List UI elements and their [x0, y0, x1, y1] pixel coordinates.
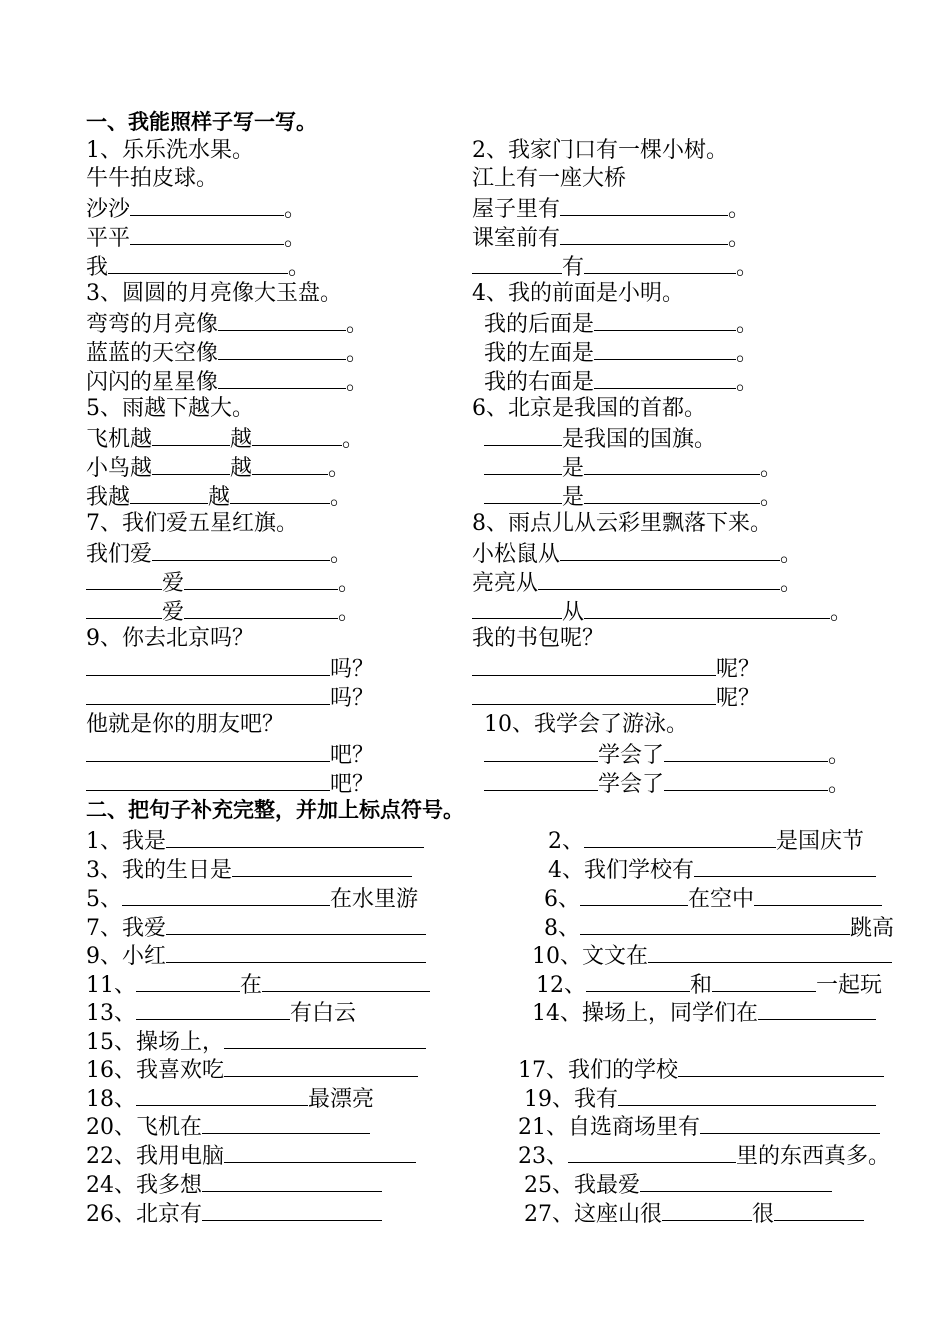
blank[interactable]: [230, 482, 330, 504]
item-7: 7、我爱: [86, 913, 426, 941]
item-27: 27、这座山很 很: [524, 1199, 864, 1227]
q4-title: 4、我的前面是小明。: [472, 281, 684, 306]
q5-row3: 我越 越 。: [86, 482, 352, 510]
blank[interactable]: [224, 1055, 418, 1077]
q1-row2: 平平 。: [86, 223, 306, 251]
blank[interactable]: [472, 597, 562, 619]
q2-row2: 课室前有 。: [472, 223, 750, 251]
blank[interactable]: [568, 1141, 736, 1163]
q1-row1: 沙沙 。: [86, 194, 306, 222]
blank[interactable]: [586, 970, 690, 992]
q5-row2: 小鸟越 越 。: [86, 453, 350, 481]
blank[interactable]: [86, 683, 330, 705]
blank[interactable]: [130, 482, 208, 504]
blank[interactable]: [224, 1141, 416, 1163]
blank[interactable]: [218, 338, 346, 360]
q10-row2: 学会了 。: [484, 769, 850, 797]
q2-row3: 有 。: [472, 252, 758, 280]
blank[interactable]: [136, 1084, 308, 1106]
blank[interactable]: [774, 1199, 864, 1221]
q5-row1: 飞机越 越 。: [86, 424, 364, 452]
q9c-row2: 吧？: [86, 769, 374, 797]
q6-title: 6、北京是我国的首都。: [472, 396, 706, 421]
q5-title: 5、雨越下越大。: [86, 396, 254, 421]
item-4: 4、我们学校有: [548, 855, 876, 883]
blank[interactable]: [86, 568, 162, 590]
blank[interactable]: [218, 367, 346, 389]
blank[interactable]: [130, 194, 284, 216]
blank[interactable]: [232, 855, 412, 877]
q7-row1: 我们爱 。: [86, 539, 352, 567]
q3-row3: 闪闪的星星像 。: [86, 367, 368, 395]
q7-row2: 爱 。: [86, 568, 360, 596]
item-22: 22、我用电脑: [86, 1141, 416, 1169]
blank[interactable]: [202, 1112, 370, 1134]
item-16: 16、我喜欢吃: [86, 1055, 418, 1083]
q2-example: 江上有一座大桥: [472, 166, 627, 191]
blank[interactable]: [648, 941, 892, 963]
blank[interactable]: [484, 740, 598, 762]
q9c-title: 他就是你的朋友吧？: [86, 712, 285, 737]
q2-title: 2、我家门口有一棵小树。: [472, 138, 728, 163]
blank[interactable]: [584, 252, 736, 274]
q1-title: 1、乐乐洗水果。: [86, 138, 254, 163]
blank[interactable]: [202, 1170, 382, 1192]
item-19: 19、我有: [524, 1084, 876, 1112]
blank[interactable]: [580, 884, 688, 906]
blank[interactable]: [152, 424, 230, 446]
q4-row3: 我的右面是 。: [484, 367, 758, 395]
q9-row2: 吗？: [86, 683, 374, 711]
blank[interactable]: [86, 740, 330, 762]
blank[interactable]: [584, 597, 830, 619]
q8-row2: 亮亮从 。: [472, 568, 802, 596]
item-8: 8、 跳高: [544, 913, 894, 941]
section1-heading: 一、我能照样子写一写。: [86, 110, 317, 134]
q3-title: 3、圆圆的月亮像大玉盘。: [86, 281, 342, 306]
item-18: 18、 最漂亮: [86, 1084, 374, 1112]
q9-title: 9、你去北京吗？: [86, 626, 254, 651]
blank[interactable]: [130, 223, 284, 245]
q9c-row1: 吧？: [86, 740, 374, 768]
blank[interactable]: [618, 1084, 876, 1106]
blank[interactable]: [184, 568, 338, 590]
item-24: 24、我多想: [86, 1170, 382, 1198]
blank[interactable]: [484, 482, 562, 504]
item-12: 12、 和 一起玩: [536, 970, 882, 998]
blank[interactable]: [584, 453, 760, 475]
blank[interactable]: [560, 194, 728, 216]
q1-row3: 我 。: [86, 252, 310, 280]
q8-row3: 从 。: [472, 597, 852, 625]
item-5: 5、 在水里游: [86, 884, 418, 912]
item-6: 6、 在空中: [544, 884, 882, 912]
blank[interactable]: [472, 252, 562, 274]
blank[interactable]: [640, 1170, 832, 1192]
q3-row2: 蓝蓝的天空像 。: [86, 338, 368, 366]
item-15: 15、操场上，: [86, 1027, 426, 1055]
blank[interactable]: [184, 597, 338, 619]
item-23: 23、 里的东西真多。: [518, 1141, 890, 1169]
blank[interactable]: [202, 1199, 382, 1221]
blank[interactable]: [252, 453, 328, 475]
blank[interactable]: [262, 970, 430, 992]
blank[interactable]: [580, 913, 850, 935]
blank[interactable]: [664, 769, 828, 791]
section2-heading: 二、把句子补充完整，并加上标点符号。: [86, 798, 464, 822]
q6-row3: 是 。: [484, 482, 782, 510]
q9-row1: 吗？: [86, 654, 374, 682]
q4-row1: 我的后面是 。: [484, 309, 758, 337]
item-13: 13、 有白云: [86, 998, 356, 1026]
q1-example: 牛牛拍皮球。: [86, 166, 219, 191]
item-26: 26、北京有: [86, 1199, 382, 1227]
q7-row3: 爱 。: [86, 597, 360, 625]
blank[interactable]: [594, 338, 736, 360]
blank[interactable]: [700, 1112, 880, 1134]
q10-row1: 学会了 。: [484, 740, 850, 768]
item-25: 25、我最爱: [524, 1170, 832, 1198]
blank[interactable]: [484, 453, 562, 475]
blank[interactable]: [86, 654, 330, 676]
blank[interactable]: [86, 769, 330, 791]
blank[interactable]: [594, 309, 736, 331]
item-10: 10、文文在: [532, 941, 892, 969]
blank[interactable]: [560, 223, 728, 245]
item-2: 2、 是国庆节: [548, 826, 864, 854]
q3-row1: 弯弯的月亮像 。: [86, 309, 368, 337]
blank[interactable]: [484, 769, 598, 791]
blank[interactable]: [484, 424, 562, 446]
blank[interactable]: [754, 884, 882, 906]
q9b-row2: 呢？: [472, 683, 760, 711]
blank[interactable]: [152, 539, 330, 561]
blank[interactable]: [166, 826, 424, 848]
blank[interactable]: [594, 367, 736, 389]
q8-title: 8、雨点儿从云彩里飘落下来。: [472, 511, 772, 536]
q8-row1: 小松鼠从 。: [472, 539, 802, 567]
blank[interactable]: [538, 568, 780, 590]
q4-row2: 我的左面是 。: [484, 338, 758, 366]
blank[interactable]: [472, 654, 716, 676]
blank[interactable]: [136, 998, 290, 1020]
blank[interactable]: [136, 970, 240, 992]
blank[interactable]: [86, 597, 162, 619]
blank[interactable]: [108, 252, 288, 274]
blank[interactable]: [560, 539, 780, 561]
item-14: 14、操场上，同学们在: [532, 998, 876, 1026]
blank[interactable]: [662, 1199, 752, 1221]
item-11: 11、 在: [86, 970, 430, 998]
q7-title: 7、我们爱五星红旗。: [86, 511, 298, 536]
blank[interactable]: [218, 309, 346, 331]
q2-row1: 屋子里有 。: [472, 194, 750, 222]
blank[interactable]: [584, 482, 760, 504]
q9b-title: 我的书包呢？: [472, 626, 605, 651]
q9b-row1: 呢？: [472, 654, 760, 682]
item-3: 3、我的生日是: [86, 855, 412, 883]
blank[interactable]: [712, 970, 816, 992]
blank[interactable]: [678, 1055, 884, 1077]
blank[interactable]: [472, 683, 716, 705]
blank[interactable]: [224, 1027, 426, 1049]
blank[interactable]: [166, 913, 426, 935]
blank[interactable]: [694, 855, 876, 877]
blank[interactable]: [584, 826, 776, 848]
blank[interactable]: [252, 424, 342, 446]
blank[interactable]: [122, 884, 330, 906]
blank[interactable]: [664, 740, 828, 762]
q10-title: 10、我学会了游泳。: [484, 712, 688, 737]
item-20: 20、飞机在: [86, 1112, 370, 1140]
item-9: 9、小红: [86, 941, 426, 969]
blank[interactable]: [166, 941, 426, 963]
item-17: 17、我们的学校: [518, 1055, 884, 1083]
item-1: 1、我是: [86, 826, 424, 854]
q6-row2: 是 。: [484, 453, 782, 481]
blank[interactable]: [758, 998, 876, 1020]
item-21: 21、自选商场里有: [518, 1112, 880, 1140]
blank[interactable]: [152, 453, 230, 475]
q6-row1: 是我国的国旗。: [484, 424, 716, 452]
